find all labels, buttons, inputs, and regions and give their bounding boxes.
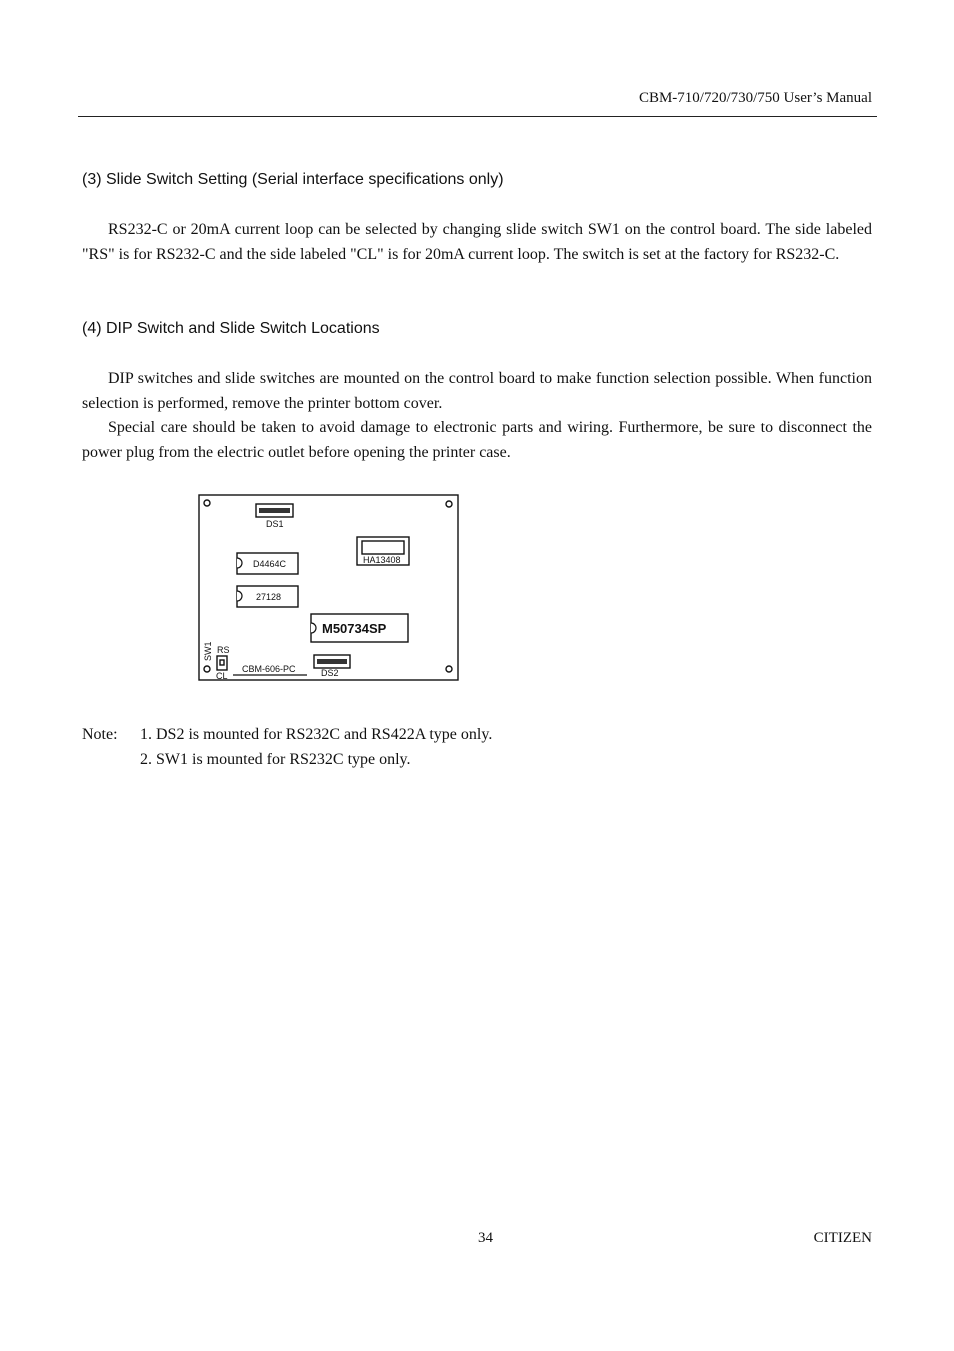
ha13408-heatsink	[362, 541, 404, 554]
note-row-1	[82, 722, 492, 747]
ds2-keys	[317, 659, 347, 664]
note-block	[82, 722, 492, 772]
ha13408-label: HA13408	[363, 555, 401, 565]
sw1-label: SW1	[203, 641, 213, 661]
ic-27128-label: 27128	[256, 592, 282, 602]
ic-m50734sp-label: M50734SP	[322, 621, 387, 636]
ic-27128-notch	[237, 591, 242, 601]
header-rule	[78, 116, 877, 117]
section-3-paragraph: RS232-C or 20mA current loop can be selected by changing slide switch SW1 on the control board. The side labeled "RS" is for RS232-C and the side labeled "CL" is for 20mA current loop. The switch is set at the factory for RS232-C.	[82, 221, 872, 263]
cl-label: CL	[216, 671, 228, 681]
ds1-keys	[259, 508, 290, 513]
ds1-label: DS1	[266, 519, 284, 529]
ic-d4464c-notch	[237, 558, 242, 568]
header-title: CBM-710/720/730/750 User’s Manual	[638, 90, 872, 106]
mounting-hole-bottom-left	[204, 666, 210, 672]
ic-m50734sp-notch	[311, 623, 316, 633]
footer-brand: CITIZEN	[813, 1230, 872, 1246]
note-item-2: 2. SW1 is mounted for RS232C type only.	[140, 751, 411, 768]
page-number: 34	[478, 1230, 493, 1246]
section-4-paragraph-1: DIP switches and slide switches are mounted on the control board to make function selection possible. When function selection is performed, remove the printer bottom cover.	[82, 370, 872, 412]
mounting-hole-top-right	[446, 501, 452, 507]
note-row-2	[82, 747, 492, 772]
note-label: Note:	[82, 726, 118, 743]
ds2-label: DS2	[321, 668, 339, 678]
board-outline	[199, 495, 458, 680]
control-board-diagram	[197, 492, 461, 684]
section-3-heading: (3) Slide Switch Setting (Serial interface specifications only)	[82, 171, 504, 188]
sw1-knob	[220, 660, 224, 665]
section-4-heading: (4) DIP Switch and Slide Switch Locations	[82, 320, 380, 337]
section-4-paragraph-2: Special care should be taken to avoid damage to electronic parts and wiring. Furthermore, be sure to disconnect the power plug from the electric outlet before opening the printer case.	[82, 419, 872, 461]
note-item-1: 1. DS2 is mounted for RS232C and RS422A type only.	[140, 726, 493, 743]
mounting-hole-bottom-right	[446, 666, 452, 672]
board-label: CBM-606-PC	[242, 664, 296, 674]
mounting-hole-top-left	[204, 500, 210, 506]
rs-label: RS	[217, 645, 230, 655]
ic-d4464c-label: D4464C	[253, 559, 287, 569]
sw1-switch	[217, 656, 227, 670]
